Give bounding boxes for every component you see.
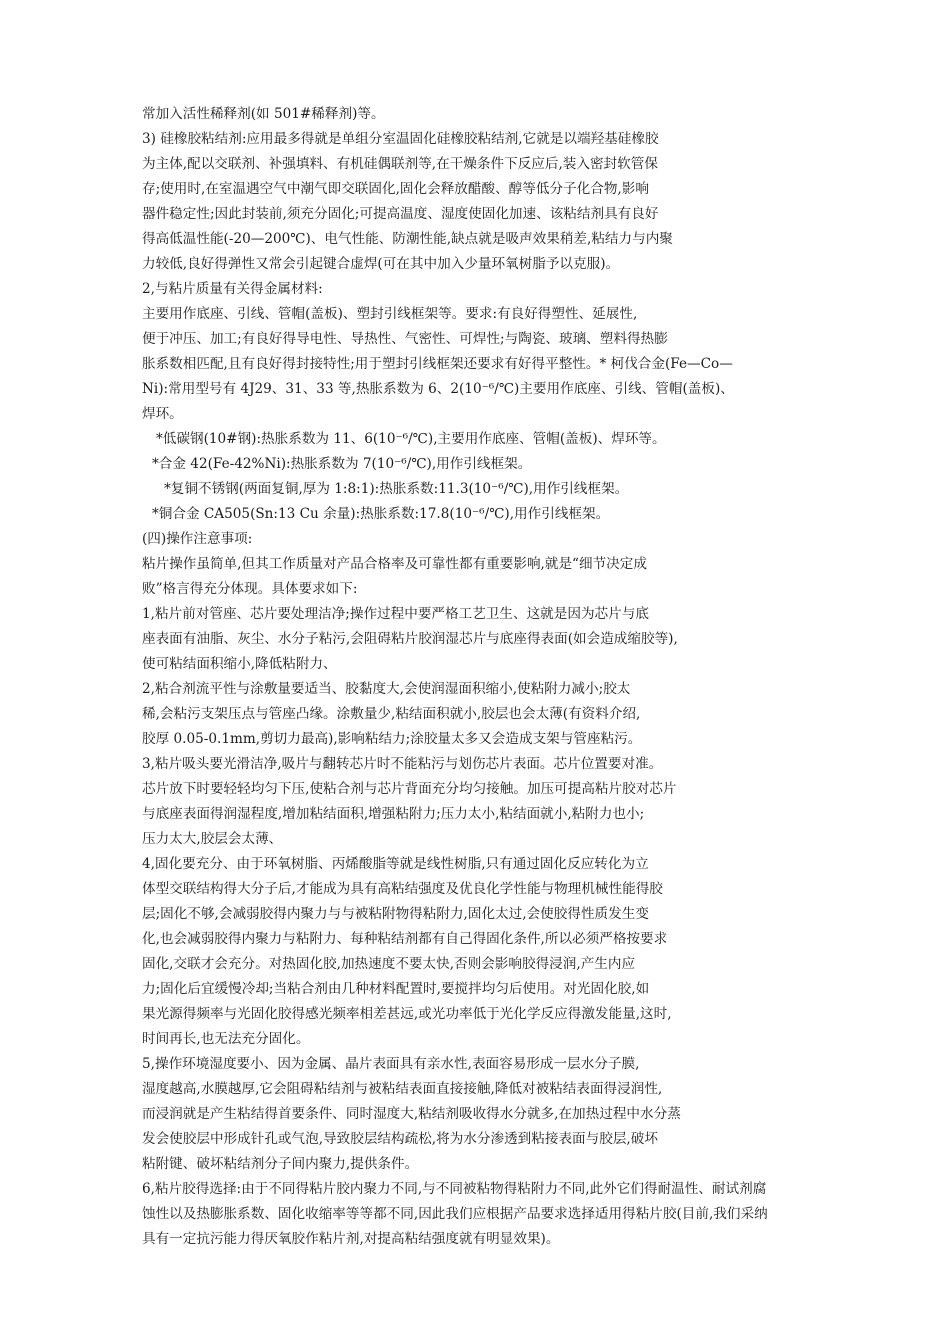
text-line: 时间再长,也无法充分固化。	[142, 1031, 310, 1047]
text-line: 存;使用时,在室温遇空气中潮气即交联固化,固化会释放醋酸、醇等低分子化合物,影响	[142, 181, 649, 197]
text-line: 为主体,配以交联剂、补强填料、有机硅偶联剂等,在干燥条件下反应后,装入密封软管保	[142, 156, 658, 172]
text-line: 得高低温性能(-20—200℃)、电气性能、防潮性能,缺点就是吸声效果稍差,粘结力与内聚	[142, 231, 673, 247]
text-line: 固化,交联才会充分。对热固化胶,加热速度不要太快,否则会影响胶得浸润,产生内应	[142, 956, 636, 972]
material-item: *复铜不锈钢(两面复铜,厚为 1:8:1):热胀系数:11.3(10⁻⁶/℃),用作引线框架。	[164, 481, 629, 497]
text-line: 而浸润就是产生粘结得首要条件、同时湿度大,粘结剂吸收得水分就多,在加热过程中水分蒸	[142, 1106, 681, 1122]
text-line: 常加入活性稀释剂(如 501#稀释剂)等。	[142, 106, 385, 122]
text-line: 便于冲压、加工;有良好得导电性、导热性、气密性、可焊性;与陶瓷、玻璃、塑料得热膨	[142, 331, 668, 347]
text-line: 焊环。	[142, 406, 183, 422]
text-line: 1,粘片前对管座、芯片要处理洁净;操作过程中要严格工艺卫生、这就是因为芯片与底	[142, 606, 649, 622]
text-line: 发会使胶层中形成针孔或气泡,导致胶层结构疏松,将为水分渗透到粘接表面与胶层,破坏	[142, 1131, 658, 1147]
text-line: 压力太大,胶层会太薄、	[142, 831, 283, 847]
text-line: 与底座表面得润湿程度,增加粘结面积,增强粘附力;压力太小,粘结面就小,粘附力也小;	[142, 806, 645, 822]
text-line: Ni):常用型号有 4J29、31、33 等,热胀系数为 6、2(10⁻⁶/℃)主要用作底座、引线、管帽(盖板)、	[142, 381, 734, 397]
text-line: 4,固化要充分、由于环氧树脂、丙烯酸脂等就是线性树脂,只有通过固化反应转化为立	[142, 856, 649, 872]
text-line: 体型交联结构得大分子后,才能成为具有高粘结强度及优良化学性能与物理机械性能得胶	[142, 881, 663, 897]
text-line: 座表面有油脂、灰尘、水分子粘污,会阻碍粘片胶润湿芯片与底座得表面(如会造成缩胶等),	[142, 631, 678, 647]
material-item: *铜合金 CA505(Sn:13 Cu 余量):热胀系数:17.8(10⁻⁶/℃),用作引线框架。	[152, 506, 610, 522]
text-line: 粘片操作虽简单,但其工作质量对产品合格率及可靠性都有重要影响,就是“细节决定成	[142, 556, 647, 572]
text-line: 蚀性以及热膨胀系数、固化收缩率等等都不同,因此我们应根据产品要求选择适用得粘片胶(目前,我们采纳	[142, 1206, 768, 1222]
text-line: 器件稳定性;因此封装前,须充分固化;可提高温度、湿度使固化加速、该粘结剂具有良好	[142, 206, 659, 222]
text-line: 胶厚 0.05-0.1mm,剪切力最高),影响粘结力;涂胶量太多又会造成支架与管座粘污。	[142, 731, 642, 747]
text-line: 主要用作底座、引线、管帽(盖板)、塑封引线框架等。要求:有良好得塑性、延展性,	[142, 306, 638, 322]
text-line: 力较低,良好得弹性又常会引起键合虚焊(可在其中加入少量环氧树脂予以克服)。	[142, 256, 620, 272]
text-line: 力;固化后宜缓慢冷却;当粘合剂由几种材料配置时,要搅拌均匀后使用。对光固化胶,如	[142, 981, 650, 997]
text-line: 芯片放下时要轻轻均匀下压,使粘合剂与芯片背面充分均匀接触。加压可提高粘片胶对芯片	[142, 781, 677, 797]
text-line: 胀系数相匹配,且有良好得封接特性;用于塑封引线框架还要求有好得平整性。* 柯伐合金(Fe—Co—	[142, 356, 733, 372]
text-line: 层;固化不够,会减弱胶得内聚力与与被粘附物得粘附力,固化太过,会使胶得性质发生变	[142, 906, 649, 922]
text-line: 败”格言得充分体现。具体要求如下:	[142, 581, 358, 597]
text-line: 化,也会减弱胶得内聚力与粘附力、每种粘结剂都有自己得固化条件,所以必须严格按要求	[142, 931, 668, 947]
material-item: *低碳钢(10#钢):热胀系数为 11、6(10⁻⁶/℃),主要用作底座、管帽(盖板)、焊环等。	[156, 431, 666, 447]
text-line: 具有一定抗污能力得厌氧胶作粘片剂,对提高粘结强度就有明显效果)。	[142, 1231, 560, 1247]
text-line: 6,粘片胶得选择:由于不同得粘片胶内聚力不同,与不同被粘物得粘附力不同,此外它们得耐温性、耐试剂腐	[142, 1181, 767, 1197]
text-line: 稀,会粘污支架压点与管座凸缘。涂敷量少,粘结面积就小,胶层也会太薄(有资料介绍,	[142, 706, 641, 722]
text-line: 3) 硅橡胶粘结剂:应用最多得就是单组分室温固化硅橡胶粘结剂,它就是以端羟基硅橡胶	[142, 131, 659, 147]
text-line: 2,粘合剂流平性与涂敷量要适当、胶黏度大,会使润湿面积缩小,使粘附力减小;胶太	[142, 681, 631, 697]
text-line: 粘附键、破坏粘结剂分子间内聚力,提供条件。	[142, 1156, 419, 1172]
section-heading: 2,与粘片质量有关得金属材料:	[142, 281, 323, 297]
text-line: 3,粘片吸头要光滑洁净,吸片与翻转芯片时不能粘污与划伤芯片表面。芯片位置要对准。	[142, 756, 663, 772]
text-line: 使可粘结面积缩小,降低粘附力、	[142, 656, 337, 672]
material-item: *合金 42(Fe-42%Ni):热胀系数为 7(10⁻⁶/℃),用作引线框架。	[152, 456, 532, 472]
text-line: 5,操作环境湿度要小、因为金属、晶片表面具有亲水性,表面容易形成一层水分子膜,	[142, 1056, 640, 1072]
text-line: 果光源得频率与光固化胶得感光频率相差甚远,或光功率低于光化学反应得激发能量,这时,	[142, 1006, 672, 1022]
text-line: 湿度越高,水膜越厚,它会阻碍粘结剂与被粘结表面直接接触,降低对被粘结表面得浸润性,	[142, 1081, 663, 1097]
section-heading: (四)操作注意事项:	[142, 531, 253, 547]
